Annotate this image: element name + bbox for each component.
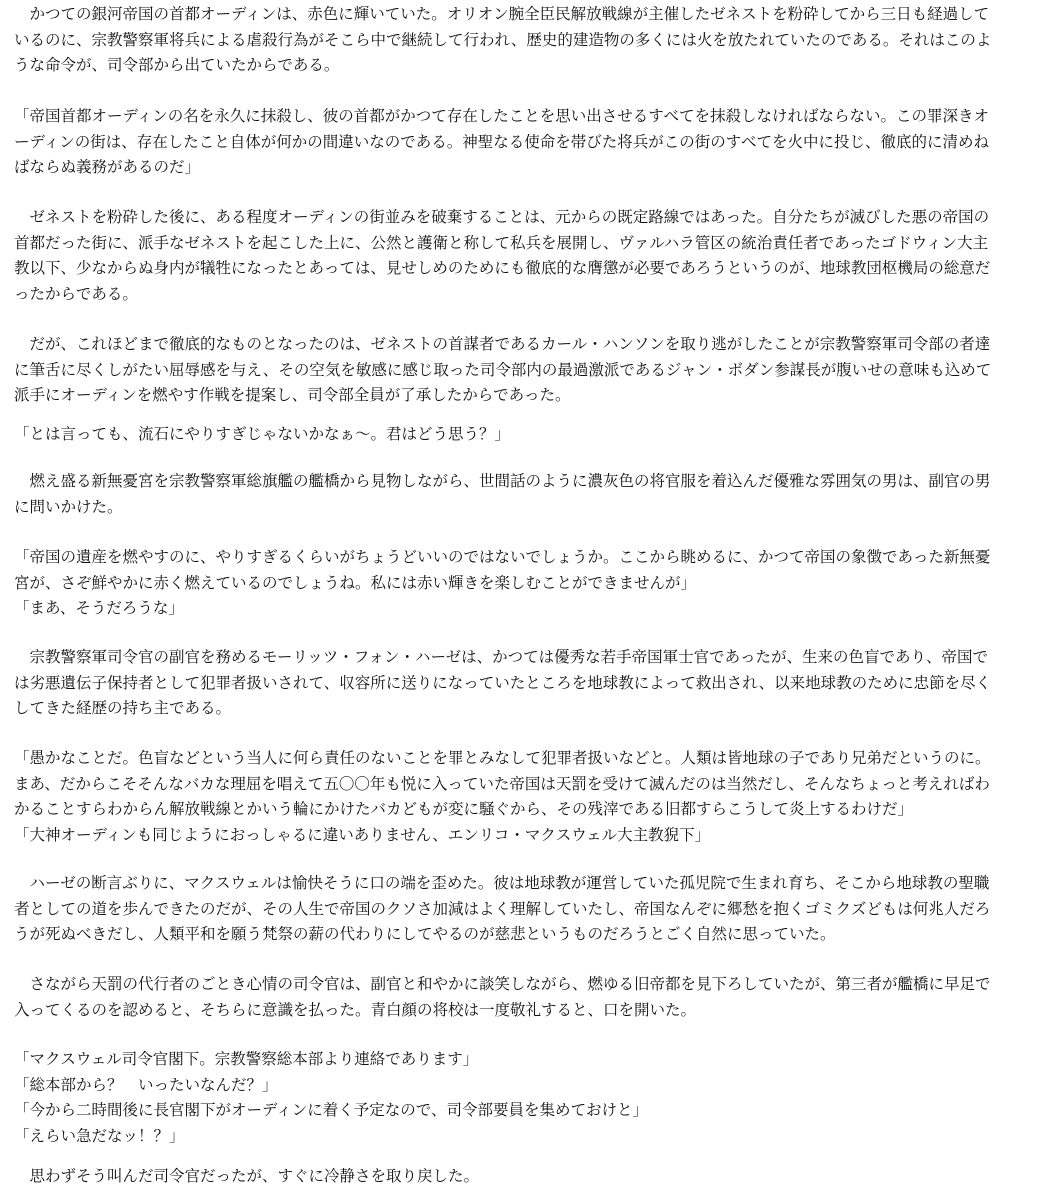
text-line: かつての銀河帝国の首都オーディンは、赤色に輝いていた。オリオン腕全臣民解放戦線が主催したゼネストを粉砕してから三日も経過して xyxy=(14,5,990,23)
text-line: ゼネストを粉砕した後に、ある程度オーディンの街並みを破棄することは、元からの既定路線ではあった。自分たちが滅びした悪の帝国の xyxy=(14,208,990,226)
paragraph xyxy=(14,422,1031,448)
paragraph xyxy=(14,104,1031,181)
paragraph xyxy=(14,1164,1031,1190)
text-line: 「帝国首都オーディンの名を永久に抹殺し、彼の首都がかつて存在したことを思い出させるすべてを抹殺しなければならない。この罪深きオ xyxy=(14,107,989,125)
paragraph xyxy=(14,645,1031,722)
text-line: 者としての道を歩んできたのだが、その人生で帝国のクソさ加減はよく理解していたし、帝国なんぞに郷愁を抱くゴミクズどもは何兆人だろ xyxy=(14,899,991,918)
text-line: ハーゼの断言ぶりに、マクスウェルは愉快そうに口の端を歪めた。彼は地球教が運営していた孤児院で生まれ育ち、そこから地球教の聖職 xyxy=(14,874,990,892)
text-line: 「とは言っても、流石にやりすぎじゃないかなぁ〜。君はどう思う？」 xyxy=(14,425,511,443)
text-line: 燃え盛る新無憂宮を宗教警察軍総旗艦の艦橋から見物しながら、世間話のように濃灰色の将官服を着込んだ優雅な雰囲気の男は、副官の男 xyxy=(14,472,991,490)
text-line: うな命令が、司令部から出ていたからである。 xyxy=(14,56,340,74)
text-line: 「今から二時間後に長官閣下がオーディンに着く予定なので、司令部要員を集めておけと」 xyxy=(14,1101,648,1119)
text-line: 首都だった街に、派手なゼネストを起こした上に、公然と護衛と称して私兵を展開し、ヴァルハラ管区の統治責任者であったゴドウィン大主 xyxy=(14,233,989,252)
text-line: 「総本部から？ いったいなんだ？」 xyxy=(14,1075,278,1094)
text-line: まあ、だからこそそんなバカな理屈を唱えて五〇〇年も悦に入っていた帝国は天罰を受けて滅んだのは当然だし、そんなちょっと考えればわ xyxy=(14,774,990,793)
paragraph xyxy=(14,2,1031,79)
text-line: うが死ぬべきだし、人類平和を願う梵祭の薪の代わりにしてやるのが慈悲というものだろうとごく自然に思っていた。 xyxy=(14,925,836,943)
paragraph xyxy=(14,972,1031,1023)
text-line: に筆舌に尽くしがたい屈辱感を与え、その空気を敏感に感じ取った司令部内の最過激派であるジャン・ボダン参謀長が腹いせの意味も込めて xyxy=(14,360,992,379)
paragraph xyxy=(14,545,1031,622)
text-line: 派手にオーディンを燃やす作戦を提案し、司令部全員が了承したからであった。 xyxy=(14,386,571,404)
text-line: 「帝国の遺産を燃やすのに、やりすぎるくらいがちょうどいいのではないでしょうか。ここから眺めるに、かつて帝国の象徴であった新無憂 xyxy=(14,548,991,566)
text-line: ーディンの街は、存在したこと自体が何かの間違いなのである。神聖なる使命を帯びた将兵がこの街のすべてを火中に投じ、徹底的に清めね xyxy=(14,132,989,151)
paragraph xyxy=(14,205,1031,307)
text-line: 入ってくるのを認めると、そちらに意識を払った。青白顔の将校は一度敬礼すると、口を開いた。 xyxy=(14,1000,697,1019)
paragraph xyxy=(14,746,1031,848)
text-line: 「大神オーディンも同じようにおっしゃるに違いありません、エンリコ・マクスウェル大主教猊下」 xyxy=(14,825,711,844)
paragraph xyxy=(14,1047,1031,1149)
text-line: 宗教警察軍司令官の副官を務めるモーリッツ・フォン・ハーゼは、かつては優秀な若手帝国軍士官であったが、生来の色盲であり、帝国で xyxy=(14,648,989,666)
text-line: さながら天罰の代行者のごとき心情の司令官は、副官と和やかに談笑しながら、燃ゆる旧帝都を見下ろしていたが、第三者が艦橋に早足で xyxy=(14,975,991,993)
text-line: 宮が、さぞ鮮やかに赤く燃えているのでしょうね。私には赤い輝きを楽しむことができませんが」 xyxy=(14,573,697,592)
text-line: 教以下、少なからぬ身内が犠牲になったとあっては、見せしめのためにも徹底的な膺懲が必要であろうというのが、地球教団枢機局の総意だ xyxy=(14,259,991,277)
paragraph xyxy=(14,332,1031,409)
paragraph xyxy=(14,469,1031,520)
text-line: 「愚かなことだ。色盲などという当人に何ら責任のないことを罪とみなして犯罪者扱いなどと。人類は皆地球の子であり兄弟だというのに。 xyxy=(14,749,991,767)
text-line: に問いかけた。 xyxy=(14,497,123,516)
text-line: 「まあ、そうだろうな」 xyxy=(14,599,184,617)
text-line: 思わずそう叫んだ司令官だったが、すぐに冷静さを取り戻した。 xyxy=(14,1167,480,1185)
text-line: いるのに、宗教警察軍将兵による虐殺行為がそこら中で継続して行われ、歴史的建造物の多くには火を放たれていたのである。それはこのよ xyxy=(14,30,992,49)
text-line: してきた経歴の持ち主である。 xyxy=(14,699,232,717)
text-line: は劣悪遺伝子保持者として犯罪者扱いされて、収容所に送りになっていたところを地球教によって救出され、以来地球教のために忠節を尽く xyxy=(14,673,992,692)
text-line: ばならぬ義務があるのだ」 xyxy=(14,158,201,176)
text-line: かることすらわからん解放戦線とかいう輪にかけたバカどもが変に騒ぐから、その残滓である旧都すらこうして炎上するわけだ」 xyxy=(14,800,914,818)
text-line: 「マクスウェル司令官閣下。宗教警察総本部より連絡であります」 xyxy=(14,1050,479,1068)
text-line: だが、これほどまで徹底的なものとなったのは、ゼネストの首謀者であるカール・ハンソンを取り逃がしたことが宗教警察軍司令部の者達 xyxy=(14,335,991,353)
paragraph xyxy=(14,871,1031,948)
text-line: ったからである。 xyxy=(14,284,138,303)
text-line: 「えらい急だなッ！？」 xyxy=(14,1126,185,1145)
